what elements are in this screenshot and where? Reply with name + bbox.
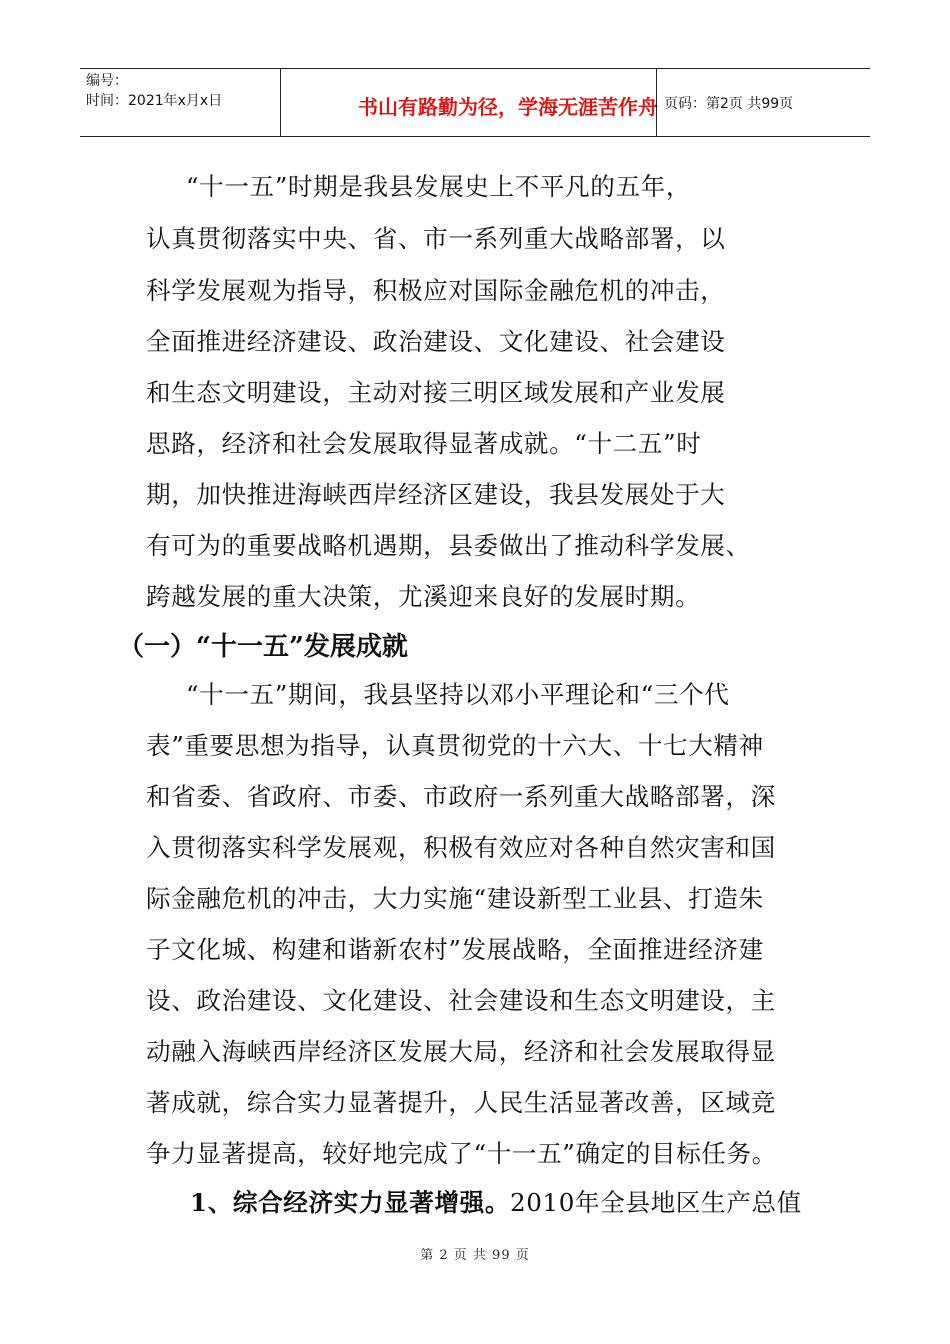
point-1	[190, 1184, 802, 1219]
paragraph-line: 著成就，综合实力显著提升，人民生活显著改善，区域竞	[146, 1088, 776, 1117]
time-label: 时间：2021年x月x日	[86, 93, 223, 109]
header-divider-right	[656, 69, 657, 136]
paragraph-line: 思路，经济和社会发展取得显著成就。“十二五”时	[146, 429, 702, 458]
paragraph-line: 跨越发展的重大决策，尤溪迎来良好的发展时期。	[146, 582, 701, 611]
point-1-title: 1、综合经济实力显著增强。	[190, 1188, 511, 1217]
paragraph-line: 际金融危机的冲击，大力实施“建设新型工业县、打造朱	[146, 884, 764, 913]
point-1-text: 2010年全县地区生产总值	[510, 1188, 802, 1217]
paragraph-line: 期，加快推进海峡西岸经济区建设，我县发展处于大	[146, 480, 726, 509]
paragraph-line: 和省委、省政府、市委、市政府一系列重大战略部署，深	[146, 782, 776, 811]
section-heading: （一）“十一五”发展成就	[118, 632, 408, 662]
page-footer: 第 2 页 共 99 页	[420, 1248, 530, 1263]
paragraph-line: 和生态文明建设，主动对接三明区域发展和产业发展	[146, 378, 726, 407]
paragraph-line: 有可为的重要战略机遇期，县委做出了推动科学发展、	[146, 531, 751, 560]
header-page-info: 页码：第2页 共99页	[664, 96, 794, 112]
paragraph-line: 认真贯彻落实中央、省、市一系列重大战略部署，以	[146, 224, 726, 253]
paragraph-line: 子文化城、构建和谐新农村”发展战略，全面推进经济建	[146, 935, 764, 964]
paragraph-line: 动融入海峡西岸经济区发展大局，经济和社会发展取得显	[146, 1037, 776, 1066]
paragraph-line: 表”重要思想为指导，认真贯彻党的十六大、十七大精神	[146, 731, 764, 760]
serial-label: 编号：	[86, 73, 128, 89]
page-header	[80, 68, 870, 137]
paragraph-line: 入贯彻落实科学发展观，积极有效应对各种自然灾害和国	[146, 833, 776, 862]
paragraph-line: 全面推进经济建设、政治建设、文化建设、社会建设	[146, 327, 726, 356]
paragraph-line: 设、政治建设、文化建设、社会建设和生态文明建设，主	[146, 986, 776, 1015]
paragraph-line: 科学发展观为指导，积极应对国际金融危机的冲击，	[146, 276, 726, 305]
header-meta	[86, 71, 276, 111]
header-motto: 书山有路勤为径，学海无涯苦作舟	[358, 95, 658, 119]
paragraph-line: “十一五”期间，我县坚持以邓小平理论和“三个代	[186, 680, 730, 709]
paragraph-line: “十一五”时期是我县发展史上不平凡的五年，	[186, 172, 692, 201]
paragraph-line: 争力显著提高，较好地完成了“十一五”确定的目标任务。	[146, 1139, 777, 1168]
